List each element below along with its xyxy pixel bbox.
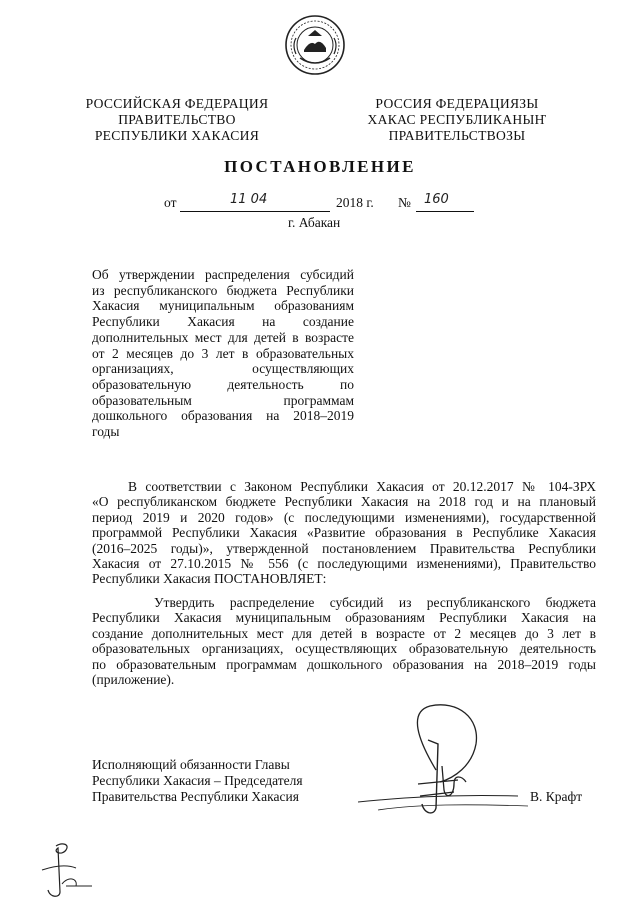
subject-line: из республиканского бюджета Республики [92,282,354,298]
handwritten-date: 11 04 [230,192,268,207]
document-subject [92,267,354,440]
handwritten-signature-icon [358,700,538,820]
date-prefix: от [164,195,177,210]
subject-line: годы [92,424,120,440]
paragraph-line: Республики Хакасия ПОСТАНОВЛЯЕТ: [92,571,327,587]
subject-line: дошкольного образования на 2018–2019 [92,408,354,424]
signer-position-line: Правительства Республики Хакасия [92,788,299,804]
paragraph-line: программой Республики Хакасия «Развитие образования в Республике Хакасия [92,525,596,541]
subject-line: образовательную деятельность по [92,376,354,392]
header-right-line: ХАКАС РЕСПУБЛИКАНЫҤ [367,112,547,127]
header-left-line: РЕСПУБЛИКИ ХАКАСИЯ [94,128,260,143]
subject-line: Хакасия муниципальным образованиям [92,298,354,314]
subject-line: Республики Хакасия на создание [92,314,354,330]
paragraph-line: (2016–2025 годы)», утвержденной постановлением Правительства Республики [92,540,596,556]
paragraph-line: Хакасия от 27.10.2015 № 556 (с последующими изменениями), Правительство [92,556,596,572]
paragraph-line: (приложение). [92,672,175,688]
handwritten-number: 160 [424,192,449,207]
signer-position-line: Республики Хакасия – Председателя [92,772,303,788]
header-left-line: РОССИЙСКАЯ ФЕДЕРАЦИЯ [85,96,269,111]
paragraph-line: по образовательным программам дошкольного образования на 2018–2019 годы [92,656,596,672]
header-right-line: ПРАВИТЕЛЬСТВОЗЫ [388,128,526,143]
date-year: 2018 г. [336,195,374,210]
paragraph-line: Республики Хакасия муниципальным образованиям Республики Хакасия на [92,610,596,626]
signer-name: В. Крафт [530,789,583,804]
signer-position-line: Исполняющий обязанности Главы [92,757,290,772]
coat-of-arms-icon [284,14,346,76]
header-left [82,96,272,144]
subject-line: от 2 месяцев до 3 лет в образовательных [92,345,354,361]
subject-line: дополнительных мест для детей в возрасте [92,329,354,345]
paragraph-line: образовательных организациях, осуществляющих образовательную деятельность [92,641,596,657]
number-sign: № [398,195,411,210]
signature-block [92,757,352,804]
paragraph-line: В соответствии с Законом Республики Хакасия от 20.12.2017 № 104-ЗРХ [128,479,596,494]
paragraph-line: создание дополнительных мест для детей в возрасте от 2 месяцев до 3 лет в [92,625,596,641]
subject-line: Об утверждении распределения субсидий [92,267,354,282]
header-right [362,96,552,144]
header-right-line: РОССИЯ ФЕДЕРАЦИЯЗЫ [375,96,539,111]
paragraph-line: период 2019 и 2020 годов» (с последующими изменениями), государственной [92,509,596,525]
subject-line: организациях, осуществляющих [92,361,354,377]
header-left-line: ПРАВИТЕЛЬСТВО [118,112,236,127]
paragraph-line: Утвердить распределение субсидий из республиканского бюджета [154,595,596,610]
paragraph-preamble [92,479,596,587]
paragraph-line: «О республиканском бюджете Республики Хакасия на 2018 год и на плановый [92,494,596,510]
handwritten-initials-icon [26,840,96,900]
city: г. Абакан [288,215,341,230]
document-title: ПОСТАНОВЛЕНИЕ [224,157,416,176]
subject-line: образовательным программам [92,392,354,408]
paragraph-resolution [92,595,596,687]
